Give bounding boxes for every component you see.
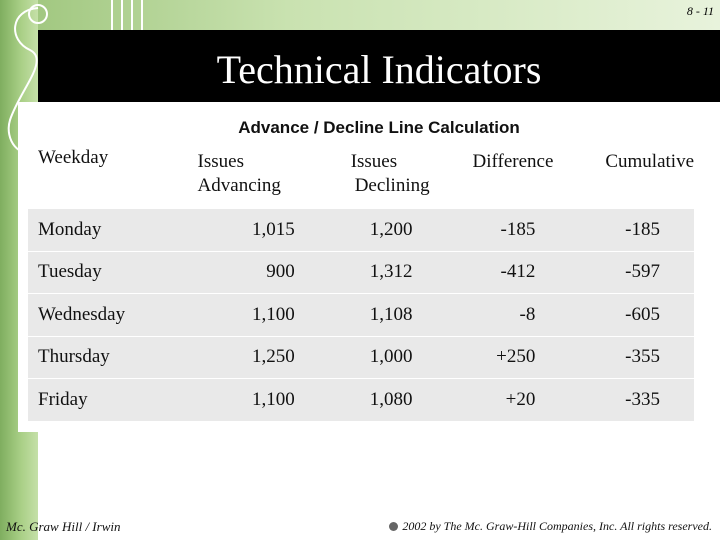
advance-decline-table (28, 147, 694, 421)
cell-weekday: Wednesday (38, 303, 126, 325)
copyright-icon (389, 522, 398, 531)
cell-weekday: Thursday (38, 346, 110, 368)
header-label: Issues (197, 151, 244, 172)
cell-cumulative: -355 (625, 346, 660, 368)
cell-declining: 1,000 (369, 346, 413, 368)
table-row (28, 336, 694, 379)
header-issues-advancing (176, 150, 323, 209)
cell-advancing: 900 (266, 261, 295, 283)
cell-declining: 1,108 (369, 303, 413, 325)
cell-weekday: Tuesday (38, 261, 102, 283)
header-label: Declining (354, 175, 430, 196)
cell-difference: +20 (505, 388, 536, 410)
cell-advancing: 1,015 (251, 218, 295, 240)
cell-cumulative: -597 (625, 261, 660, 283)
cell-declining: 1,200 (369, 218, 413, 240)
cell-advancing: 1,100 (251, 388, 295, 410)
header-label: Weekday (38, 147, 109, 168)
cell-weekday: Monday (38, 218, 102, 240)
header-label: Advancing (197, 175, 281, 196)
footer-copyright (389, 519, 712, 534)
table-title: Advance / Decline Line Calculation (238, 118, 520, 137)
table-row (28, 294, 694, 337)
header-cumulative (595, 150, 694, 209)
cell-difference: -185 (500, 218, 536, 240)
cell-weekday: Friday (38, 388, 88, 410)
cell-declining: 1,312 (369, 261, 413, 283)
cell-declining: 1,080 (369, 388, 413, 410)
table-header-row (28, 150, 694, 209)
footer-publisher: Mc. Graw Hill / Irwin (6, 519, 121, 534)
copyright-text: 2002 by The Mc. Graw-Hill Companies, Inc. All rights reserved. (402, 519, 712, 533)
cell-difference: -8 (519, 303, 536, 325)
cell-advancing: 1,100 (251, 303, 295, 325)
header-weekday (28, 146, 176, 205)
header-issues-declining (323, 150, 463, 209)
header-difference (463, 150, 596, 209)
header-label: Cumulative (605, 151, 694, 172)
slide-title: Technical Indicators (216, 47, 542, 92)
cell-cumulative: -605 (625, 303, 660, 325)
cell-cumulative: -185 (625, 218, 660, 240)
table-row (28, 251, 694, 294)
table-row (28, 209, 694, 252)
cell-difference: -412 (500, 261, 536, 283)
cell-advancing: 1,250 (251, 346, 295, 368)
header-label: Difference (472, 151, 554, 172)
slide-number: 8 - 11 (686, 4, 714, 18)
cell-difference: +250 (496, 346, 536, 368)
table-row (28, 379, 694, 421)
header-label: Issues (350, 151, 398, 172)
cell-cumulative: -335 (625, 388, 660, 410)
